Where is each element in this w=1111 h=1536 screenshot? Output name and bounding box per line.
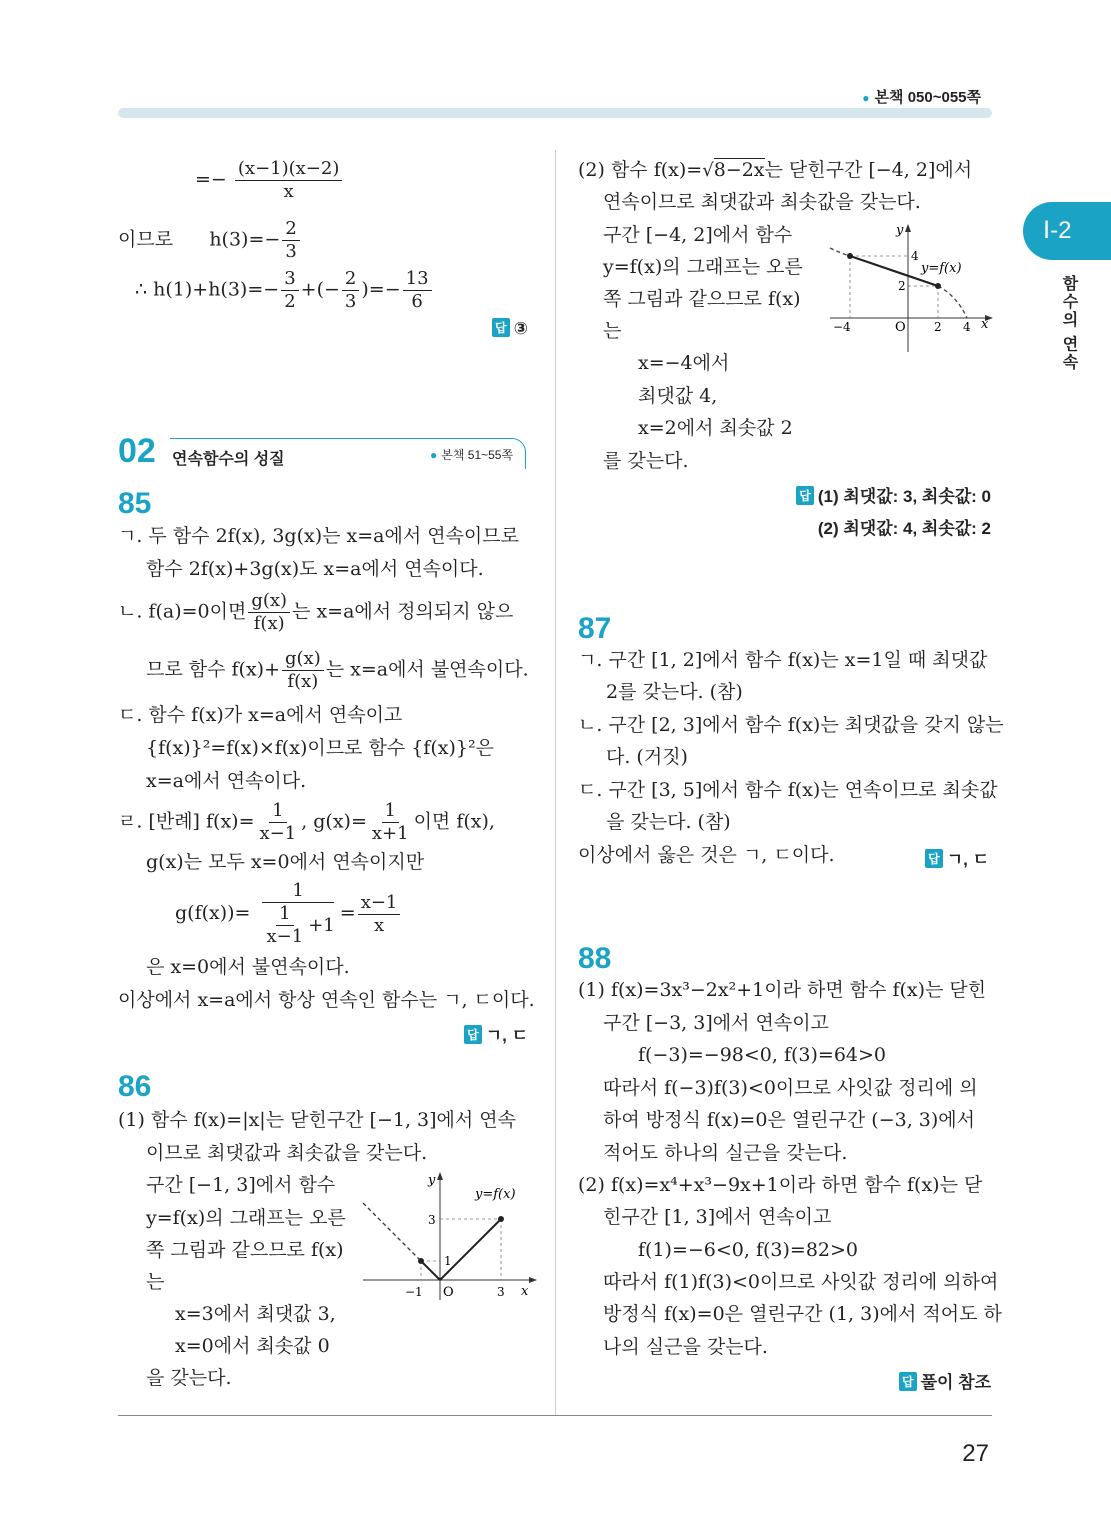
p85-line: ㄱ. 두 함수 2f(x), 3g(x)는 x=a에서 연속이므로 (118, 525, 519, 547)
cont-line-1: =− $\frac{(x-1)(x-2)}{x}$ (195, 158, 344, 203)
graph-left-dashed (363, 1203, 421, 1261)
origin-label: O (443, 1285, 454, 1300)
p88-line: (1) f(x)=3x³−2x²+1이라 하면 함수 f(x)는 닫힌 (578, 979, 987, 1001)
p86-line: 쪽 그림과 같으므로 f(x) (146, 1239, 344, 1261)
p88-line: f(−3)=−98<0, f(3)=64>0 (638, 1044, 887, 1066)
p86-line: (2) 함수 f(x)=√8−2x는 닫힌구간 [−4, 2]에서 (578, 159, 973, 181)
problem-number-88: 88 (578, 942, 612, 975)
problem-number-87: 87 (578, 612, 612, 645)
p86-line: y=f(x)의 그래프는 오른 (603, 256, 803, 278)
p86-line: 연속이므로 최댓값과 최솟값을 갖는다. (603, 191, 921, 213)
p86-line: x=3에서 최댓값 3, (175, 1303, 336, 1325)
origin-label: O (895, 320, 906, 335)
p85-line: g(x)는 모두 x=0에서 연속이지만 (146, 851, 425, 873)
point-left (418, 1258, 424, 1264)
p86-line: 최댓값 4, (638, 385, 718, 407)
p86-line: x=0에서 최솟값 0 (175, 1335, 330, 1357)
p88-line: 적어도 하나의 실근을 갖는다. (603, 1142, 848, 1164)
p88-line: 나의 실근을 갖는다. (603, 1336, 768, 1358)
p85-line: ㄴ. f(a)=0이면 $\frac{g(x)}{f(x)}$ 는 x=a에서 정의되지 않으 (118, 590, 514, 634)
p85-line: 므로 함수 f(x)+ $\frac{g(x)}{f(x)}$ 는 x=a에서 불연속이다. (146, 648, 529, 692)
problem-number-86: 86 (118, 1070, 152, 1103)
section-book-ref: ● 본책 51~55쪽 (430, 448, 514, 462)
point-max (847, 253, 853, 259)
p87-conclusion: 이상에서 옳은 것은 ㄱ, ㄷ이다. (578, 844, 835, 866)
p88-line: (2) f(x)=x⁴+x³−9x+1이라 하면 함수 f(x)는 닫 (578, 1174, 983, 1196)
point-min (935, 283, 941, 289)
section-title: 연속함수의 성질 (172, 451, 285, 468)
graph-segment-left (421, 1261, 440, 1280)
p86-line: 는 (146, 1271, 165, 1293)
p88-line: f(1)=−6<0, f(3)=82>0 (638, 1239, 859, 1261)
column-divider (555, 150, 556, 1415)
chapter-title: 함수의 연속 (1060, 275, 1077, 372)
answer-86-1: 답 (1) 최댓값: 3, 최솟값: 0 (796, 482, 991, 507)
p86-line: 구간 [−4, 2]에서 함수 (603, 224, 793, 246)
graph-segment-right (440, 1219, 501, 1280)
p86-line: 이므로 최댓값과 최솟값을 갖는다. (146, 1142, 428, 1164)
p85-conclusion: 이상에서 x=a에서 항상 연속인 함수는 ㄱ, ㄷ이다. (118, 989, 535, 1011)
graph-label: y=f(x) (921, 261, 962, 276)
p86-line: y=f(x)의 그래프는 오른 (146, 1207, 346, 1229)
p87-line: ㄱ. 구간 [1, 2]에서 함수 f(x)는 x=1일 때 최댓값 (578, 649, 988, 671)
abs-value-graph (355, 1168, 540, 1303)
p86-line: 구간 [−1, 3]에서 함수 (146, 1174, 336, 1196)
tick-y3: 3 (428, 1213, 436, 1227)
p86-line: (1) 함수 f(x)=|x|는 닫힌구간 [−1, 3]에서 연속 (118, 1109, 517, 1131)
tick-x2: 2 (934, 320, 942, 334)
tick-xm4: −4 (833, 320, 851, 334)
p85-line: ㄷ. 함수 f(x)가 x=a에서 연속이고 (118, 704, 403, 726)
tick-x4: 4 (963, 320, 971, 334)
cont-line-2: 이므로 h(3)=− $\frac{2}{3}$ (118, 218, 302, 263)
answer-85: 답 ㄱ, ㄷ (464, 1021, 528, 1046)
cont-line-3: ∴ h(1)+h(3)=− $\frac{3}{2}$ +(− $\frac{2}{3}$ )=− $\frac{13}{6}$ (135, 268, 434, 313)
y-axis-label: y (896, 223, 904, 238)
x-axis-label: x (981, 317, 989, 332)
header-bar (118, 108, 992, 118)
p87-line: ㄴ. 구간 [2, 3]에서 함수 f(x)는 최댓값을 갖지 않는 (578, 714, 1004, 736)
p88-line: 따라서 f(−3)f(3)<0이므로 사잇값 정리에 의 (603, 1077, 978, 1099)
y-axis-arrow (905, 224, 911, 232)
tick-y4: 4 (911, 249, 919, 263)
x-axis-label: x (521, 1284, 529, 1299)
p87-line: 을 갖는다. (참) (606, 811, 731, 833)
p86-line: 을 갖는다. (146, 1367, 232, 1389)
p87-line: ㄷ. 구간 [3, 5]에서 함수 f(x)는 연속이므로 최솟값 (578, 779, 998, 801)
graph-left-dashed (830, 248, 850, 256)
tick-x3: 3 (497, 1285, 505, 1299)
p87-line: 다. (거짓) (606, 746, 688, 768)
point-right (498, 1216, 504, 1222)
graph-right-dashed (938, 286, 967, 318)
tick-y1: 1 (444, 1254, 452, 1268)
footer-rule (118, 1415, 992, 1416)
p86-line: 를 갖는다. (603, 450, 689, 472)
answer-prev: 답 ③ (492, 318, 528, 339)
answer-88: 답 풀이 참조 (899, 1368, 991, 1393)
tick-xm1: −1 (405, 1285, 423, 1299)
graph-label: y=f(x) (475, 1187, 516, 1202)
chapter-tab[interactable]: Ⅰ-2 (1023, 202, 1111, 260)
answer-87: 답 ㄱ, ㄷ (925, 845, 989, 870)
p88-line: 따라서 f(1)f(3)<0이므로 사잇값 정리에 의하여 (603, 1271, 999, 1293)
p88-line: 힌구간 [1, 3]에서 연속이고 (603, 1206, 832, 1228)
answer-86-2: (2) 최댓값: 4, 최솟값: 2 (817, 519, 991, 538)
y-axis-label: y (428, 1173, 436, 1188)
p87-line: 2를 갖는다. (참) (606, 681, 743, 703)
p86-line: 는 (603, 320, 622, 342)
p85-line: {f(x)}²=f(x)×f(x)이므로 함수 {f(x)}²은 (146, 737, 494, 759)
problem-number-85: 85 (118, 487, 152, 520)
page-number: 27 (962, 1440, 989, 1467)
p86-line: x=−4에서 (638, 352, 730, 374)
p88-line: 방정식 f(x)=0은 열린구간 (1, 3)에서 적어도 하 (603, 1303, 1002, 1325)
p85-line: 은 x=0에서 불연속이다. (146, 956, 350, 978)
p86-line: x=2에서 최솟값 2 (638, 417, 793, 439)
section-number: 02 (118, 432, 156, 470)
header-book-ref: ● 본책 050~055쪽 (862, 89, 981, 106)
y-axis-arrow (437, 1172, 443, 1180)
p86-line: 쪽 그림과 같으므로 f(x) (603, 288, 801, 310)
p85-line: g(f(x))= 1 $\frac{1}{x-1}$ +1 = $\frac{x-1}{x}$ (175, 880, 402, 948)
x-axis-arrow (529, 1277, 537, 1283)
sqrt-function-graph (825, 220, 995, 355)
p85-line: ㄹ. [반례] f(x)= $\frac{1}{x-1}$ , g(x)= $\frac{1}{x+1}$ 이면 f(x), (118, 800, 495, 844)
p88-line: 하여 방정식 f(x)=0은 열린구간 (−3, 3)에서 (603, 1109, 975, 1131)
p85-line: 함수 2f(x)+3g(x)도 x=a에서 연속이다. (146, 558, 484, 580)
tick-y2: 2 (898, 279, 906, 293)
p85-line: x=a에서 연속이다. (146, 770, 307, 792)
p88-line: 구간 [−3, 3]에서 연속이고 (603, 1012, 829, 1034)
